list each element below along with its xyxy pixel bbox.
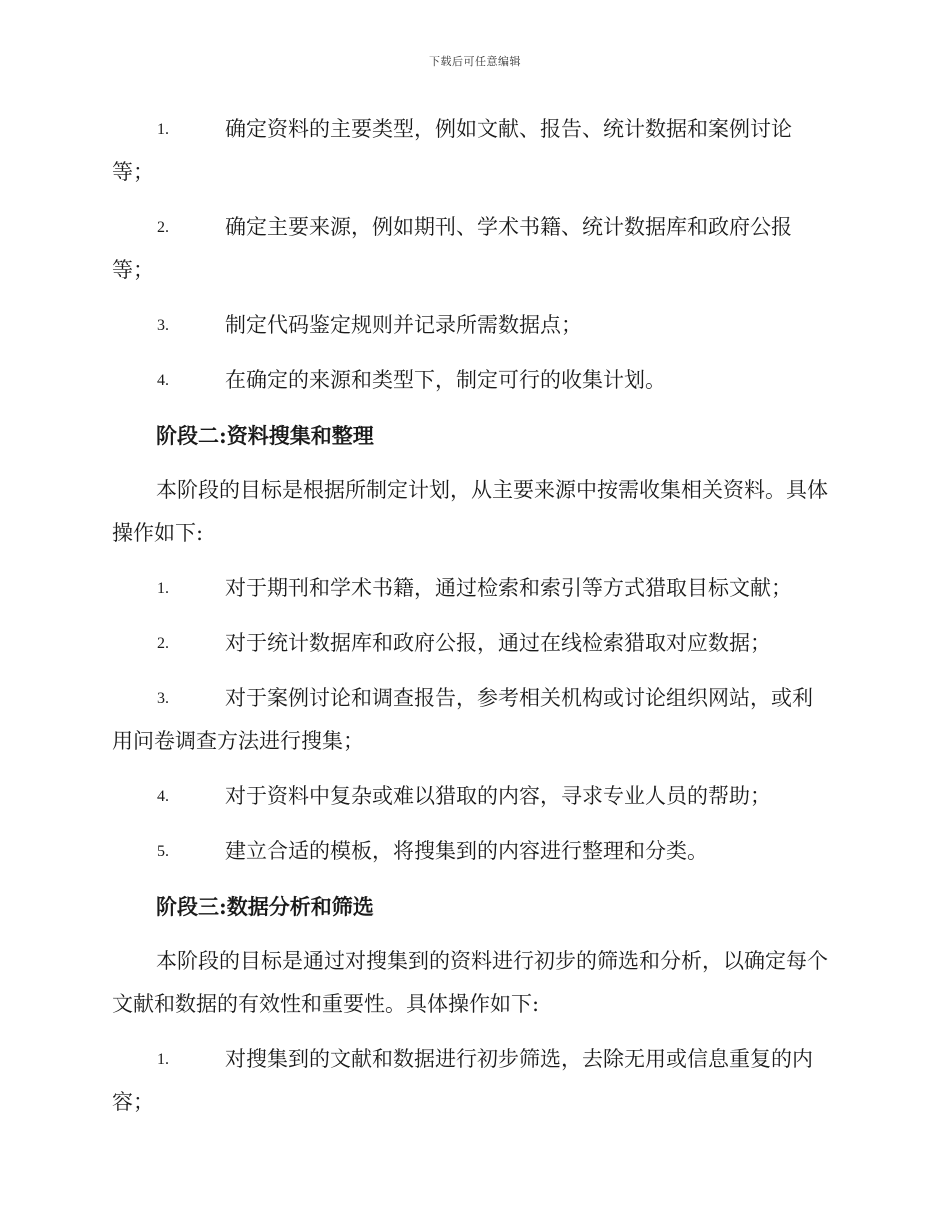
list-number: 2. [157, 635, 169, 652]
list-number: 4. [157, 788, 169, 805]
list-number: 1. [157, 1051, 169, 1068]
section-heading-stage-3: 阶段三:数据分析和筛选 [156, 894, 374, 919]
section-intro-stage-3: 本阶段的目标是通过对搜集到的资料进行初步的筛选和分析，以确定每个文献和数据的有效性和重要性。具体操作如下: [112, 949, 828, 1016]
list-number: 4. [157, 372, 169, 389]
list-item [112, 677, 832, 763]
list-text: 对于资料中复杂或难以猎取的内容，寻求专业人员的帮助； [225, 784, 771, 808]
list-text: 确定主要来源，例如期刊、学术书籍、统计数据库和政府公报等； [112, 215, 792, 282]
section-intro-stage-2: 本阶段的目标是根据所制定计划，从主要来源中按需收集相关资料。具体操作如下: [112, 478, 828, 545]
list-item [112, 622, 832, 665]
list-item [112, 206, 832, 292]
list-item [112, 1038, 832, 1124]
list-item [112, 567, 832, 610]
list-item [112, 830, 832, 873]
list-item [112, 304, 832, 347]
list-text: 确定资料的主要类型，例如文献、报告、统计数据和案例讨论等； [112, 117, 792, 184]
list-number: 5. [157, 843, 169, 860]
list-item [112, 775, 832, 818]
list-item [112, 359, 832, 402]
list-number: 1. [157, 121, 169, 138]
section-heading-stage-2: 阶段二:资料搜集和整理 [156, 423, 374, 448]
list-text: 制定代码鉴定规则并记录所需数据点； [225, 313, 582, 337]
list-number: 2. [157, 219, 169, 236]
page-header: 下载后可任意编辑 [429, 55, 521, 68]
list-text: 在确定的来源和类型下，制定可行的收集计划。 [225, 368, 666, 392]
list-item [112, 108, 832, 194]
document-body [112, 108, 832, 1124]
list-text: 建立合适的模板，将搜集到的内容进行整理和分类。 [225, 839, 708, 863]
list-text: 对搜集到的文献和数据进行初步筛选，去除无用或信息重复的内容； [112, 1047, 813, 1114]
list-number: 1. [157, 580, 169, 597]
list-text: 对于期刊和学术书籍，通过检索和索引等方式猎取目标文献； [225, 576, 792, 600]
list-text: 对于案例讨论和调查报告，参考相关机构或讨论组织网站，或利用问卷调查方法进行搜集； [112, 686, 813, 753]
list-number: 3. [157, 690, 169, 707]
list-number: 3. [157, 317, 169, 334]
list-text: 对于统计数据库和政府公报，通过在线检索猎取对应数据； [225, 631, 771, 655]
